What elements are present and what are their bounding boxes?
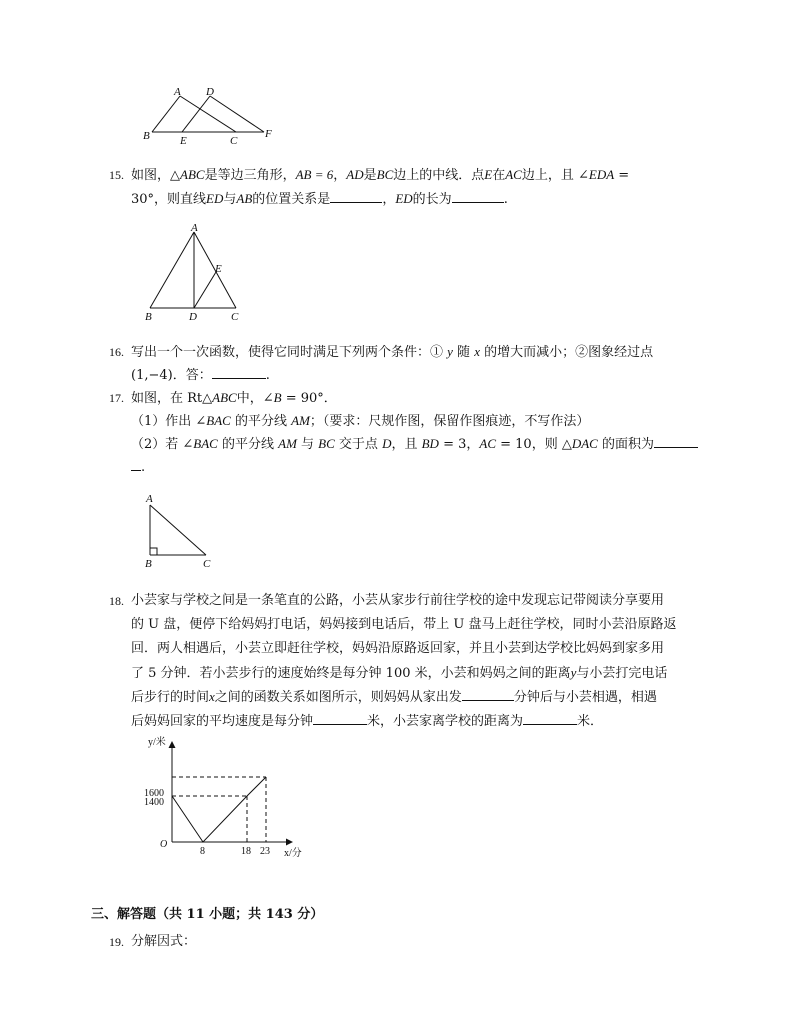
label-b: B (143, 130, 150, 142)
question-17-line-3: . (131, 458, 145, 477)
figure-q14 (140, 86, 280, 148)
label-a: A (146, 493, 153, 505)
answer-blank[interactable] (523, 712, 577, 725)
label-d: D (189, 311, 197, 323)
question-17-part-2: （2）若 ∠BAC 的平分线 AM 与 BC 交于点 D，且 BD = 3，AC = 10，则 △DAC 的面积为 (131, 435, 698, 454)
origin-label: O (160, 839, 168, 850)
y-tick-label: 1600 (144, 788, 164, 799)
label-c: C (203, 558, 211, 570)
question-17-part-1: （1）作出 ∠BAC 的平分线 AM；（要求：尺规作图，保留作图痕迹，不写作法） (131, 413, 590, 429)
label-c: C (230, 135, 238, 147)
question-number-17: 17. (109, 391, 124, 405)
question-number-15: 15. (109, 168, 124, 182)
label-c: C (231, 311, 239, 323)
distance-line (172, 777, 266, 842)
label-b: B (145, 558, 152, 570)
question-17-line-1: 如图，在 Rt△ABC中，∠B = 90°． (131, 390, 337, 406)
label-a: A (191, 222, 198, 234)
question-18-line-5: 后步行的时间x之间的函数关系如图所示，则妈妈从家出发 分钟后与小芸相遇，相遇 (131, 689, 657, 705)
x-axis-label: x/分 (284, 848, 302, 859)
x-tick-label: 18 (241, 846, 251, 857)
x-tick-label: 23 (260, 846, 270, 857)
question-16-line-1: 写出一个一次函数，使得它同时满足下列两个条件：① y 随 x 的增大而减小；②图象经过点 (131, 344, 654, 360)
section-heading: 三、解答题（共 11 小题；共 143 分） (91, 907, 324, 922)
label-a: A (174, 86, 181, 98)
question-18-line-2: 的 U 盘，便停下给妈妈打电话，妈妈接到电话后，带上 U 盘马上赶往学校，同时小芸沿原路返 (131, 617, 677, 632)
label-f: F (265, 128, 272, 140)
answer-blank[interactable] (462, 688, 514, 701)
question-18-line-4: 了 5 分钟．若小芸步行的速度始终是每分钟 100 米，小芸和妈妈之间的距离y与小芸打完电话 (131, 665, 668, 681)
question-18-line-3: 回．两人相遇后，小芸立即赶往学校，妈妈沿原路返回家，并且小芸到达学校比妈妈到家多用 (131, 641, 665, 656)
question-number-16: 16. (109, 345, 124, 359)
answer-blank[interactable] (452, 190, 504, 203)
y-axis-label: y/米 (148, 737, 166, 748)
question-15-line-2: 30°，则直线ED与AB的位置关系是 ，ED的长为 . (131, 191, 508, 207)
label-b: B (145, 311, 152, 323)
y-tick-label: 1400 (144, 797, 164, 808)
question-18-line-6: 后妈妈回家的平均速度是每分钟 米，小芸家离学校的距离为 米． (131, 714, 604, 729)
figure-q17 (140, 491, 220, 571)
answer-blank[interactable] (654, 435, 698, 448)
label-e: E (180, 135, 187, 147)
label-d: D (206, 86, 214, 98)
question-number-18: 18. (109, 594, 124, 608)
question-19-text: 分解因式： (131, 934, 197, 949)
label-e: E (215, 263, 222, 275)
question-16-line-2: (1,−4)．答： . (131, 368, 270, 383)
answer-blank-continued[interactable] (131, 458, 141, 471)
question-number-19: 19. (109, 935, 124, 949)
answer-blank[interactable] (313, 712, 367, 725)
figure-q18-graph (140, 734, 310, 860)
question-18-line-1: 小芸家与学校之间是一条笔直的公路，小芸从家步行前往学校的途中发现忘记带阅读分享要用 (131, 593, 665, 608)
question-15-line-1: 如图，△ABC是等边三角形，AB = 6，AD是BC边上的中线．点E在AC边上，且 ∠EDA = (131, 167, 630, 183)
figure-q15 (140, 222, 250, 326)
x-tick-label: 8 (200, 846, 205, 857)
answer-blank[interactable] (330, 190, 382, 203)
answer-blank[interactable] (212, 366, 266, 379)
